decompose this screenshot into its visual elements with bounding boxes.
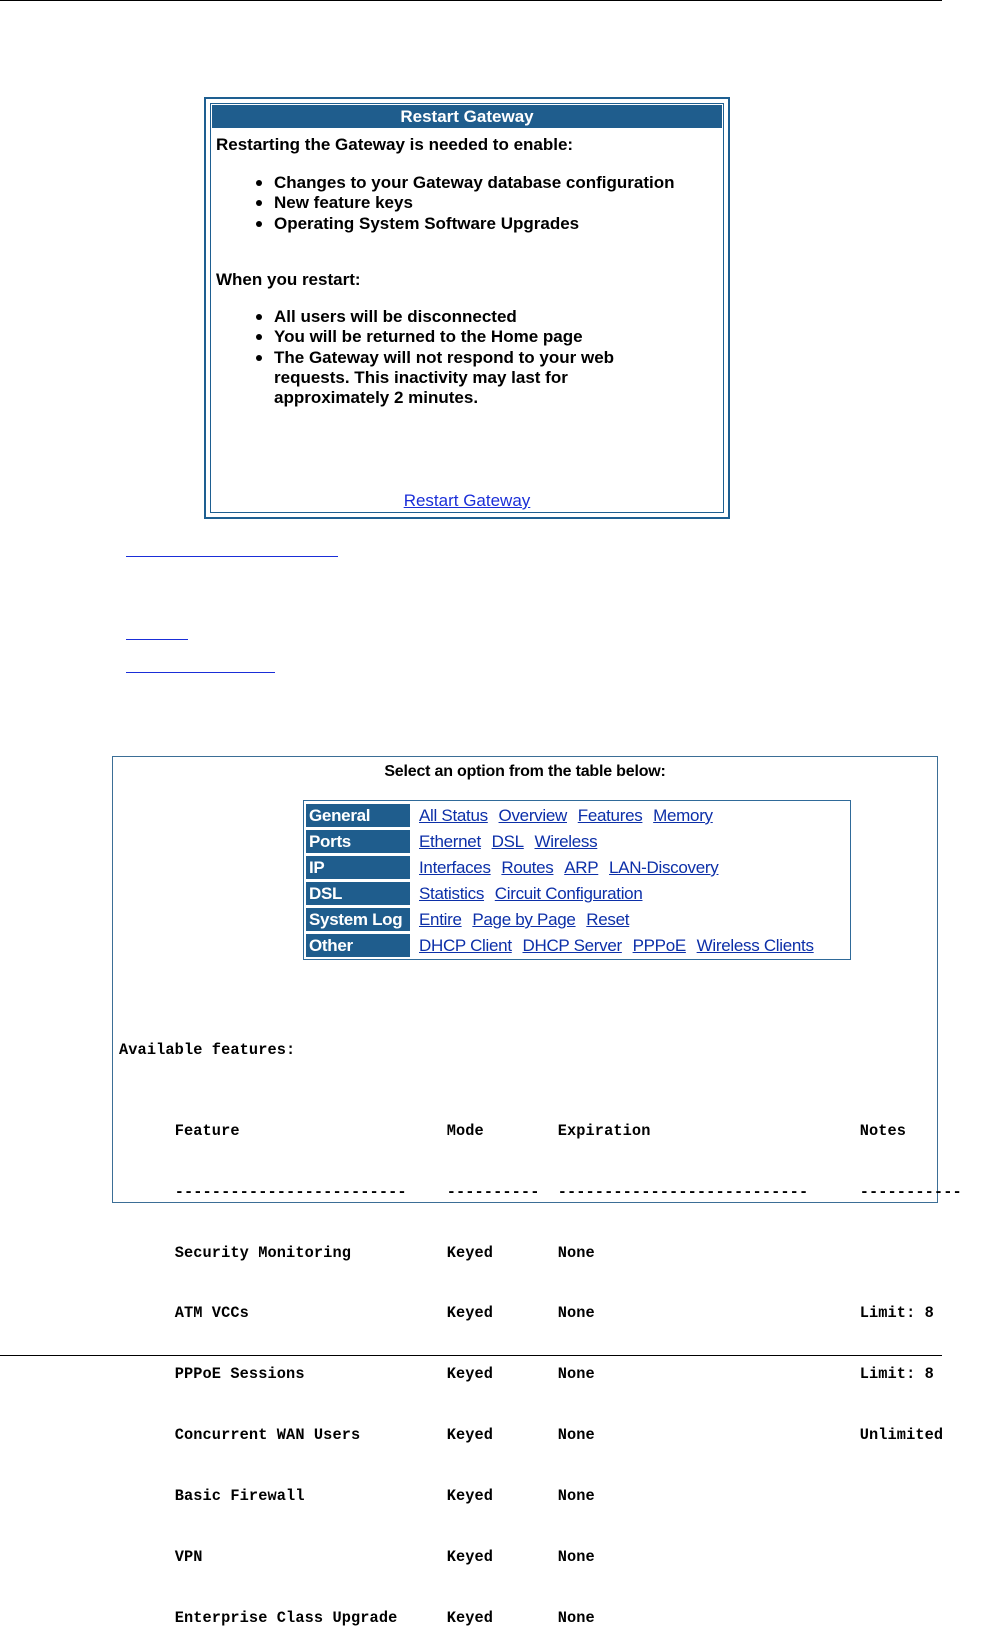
restart-panel-title: Restart Gateway: [212, 105, 722, 128]
nav-row-general: [306, 804, 846, 827]
nav-link-overview[interactable]: Overview: [498, 806, 567, 825]
nav-link-interfaces[interactable]: Interfaces: [419, 858, 491, 877]
bullet-icon: [256, 180, 262, 186]
list-item: All users will be disconnected: [216, 307, 686, 327]
features-separator-row: [119, 1161, 990, 1201]
nav-link-dhcp-client[interactable]: DHCP Client: [419, 936, 512, 955]
status-panel: [112, 756, 962, 1627]
nav-category: Other: [306, 934, 410, 957]
column-header: Notes: [859, 1121, 907, 1140]
table-row: Basic Firewall Keyed None: [174, 1487, 595, 1506]
table-row: VPN Keyed None: [174, 1548, 595, 1567]
separator: ----------: [446, 1182, 540, 1201]
nav-link-reset[interactable]: Reset: [586, 910, 630, 929]
bullet-icon: [256, 334, 262, 340]
nav-row-ports: [306, 830, 846, 853]
nav-link-wireless-clients[interactable]: Wireless Clients: [696, 936, 814, 955]
restart-intro: Restarting the Gateway is needed to enable:: [216, 135, 574, 154]
table-row: Security Monitoring Keyed None: [174, 1243, 595, 1262]
nav-link-memory[interactable]: Memory: [653, 806, 713, 825]
nav-category: Ports: [306, 830, 410, 853]
blank-link-2[interactable]: [126, 639, 188, 640]
list-item: The Gateway will not respond to your web requests. This inactivity may last for approximately 2 minutes.: [216, 348, 686, 409]
status-nav-table: [303, 800, 851, 960]
nav-link-routes[interactable]: Routes: [501, 858, 554, 877]
separator: ---------------------------: [557, 1182, 809, 1201]
bullet-icon: [256, 314, 262, 320]
nav-category: DSL: [306, 882, 410, 905]
restart-gateway-link[interactable]: Restart Gateway: [403, 491, 531, 510]
nav-link-arp[interactable]: ARP: [564, 858, 599, 877]
nav-link-all-status[interactable]: All Status: [419, 806, 488, 825]
column-header: Mode: [446, 1121, 484, 1140]
nav-link-lan-discovery[interactable]: LAN-Discovery: [609, 858, 719, 877]
list-item: Changes to your Gateway database configuration: [216, 173, 696, 193]
restart-effects-list: [216, 307, 686, 408]
restart-gateway-panel: [204, 97, 730, 519]
list-item: You will be returned to the Home page: [216, 327, 686, 347]
nav-category: General: [306, 804, 410, 827]
nav-link-entire[interactable]: Entire: [419, 910, 462, 929]
features-listing: [119, 999, 990, 1649]
nav-row-dsl: [306, 882, 846, 905]
table-row: PPPoE Sessions Keyed None Limit: 8: [174, 1365, 934, 1384]
nav-link-features[interactable]: Features: [577, 806, 643, 825]
nav-link-circuit-configuration[interactable]: Circuit Configuration: [494, 884, 643, 903]
nav-link-dsl[interactable]: DSL: [491, 832, 524, 851]
nav-link-page-by-page[interactable]: Page by Page: [472, 910, 576, 929]
bullet-icon: [256, 355, 262, 361]
nav-link-ethernet[interactable]: Ethernet: [419, 832, 481, 851]
nav-link-wireless[interactable]: Wireless: [534, 832, 598, 851]
nav-link-dhcp-server[interactable]: DHCP Server: [522, 936, 622, 955]
separator: -------------------------: [174, 1182, 407, 1201]
table-row: Concurrent WAN Users Keyed None Unlimited: [174, 1426, 944, 1445]
top-rule: [0, 0, 942, 1]
blank-link-3[interactable]: [126, 672, 275, 673]
when-restart-heading: When you restart:: [216, 270, 361, 289]
table-row: Enterprise Class Upgrade Keyed None: [174, 1608, 595, 1627]
column-header: Expiration: [557, 1121, 651, 1140]
column-header: Feature: [174, 1121, 240, 1140]
nav-category: System Log: [306, 908, 410, 931]
nav-row-system-log: [306, 908, 846, 931]
separator: -----------: [859, 1182, 962, 1201]
bullet-icon: [256, 221, 262, 227]
features-header-row: [119, 1100, 990, 1140]
enable-list: [216, 173, 696, 234]
table-row: ATM VCCs Keyed None Limit: 8: [174, 1304, 934, 1323]
bullet-icon: [256, 200, 262, 206]
nav-row-ip: [306, 856, 846, 879]
list-item: New feature keys: [216, 193, 696, 213]
status-heading: Select an option from the table below:: [384, 763, 666, 780]
nav-row-other: [306, 934, 846, 957]
nav-link-statistics[interactable]: Statistics: [419, 884, 485, 903]
list-item: Operating System Software Upgrades: [216, 214, 696, 234]
features-title: Available features:: [119, 1040, 296, 1059]
nav-category: IP: [306, 856, 410, 879]
blank-link-1[interactable]: [126, 556, 338, 557]
nav-link-pppoe[interactable]: PPPoE: [632, 936, 686, 955]
bottom-rule: [0, 1355, 942, 1356]
